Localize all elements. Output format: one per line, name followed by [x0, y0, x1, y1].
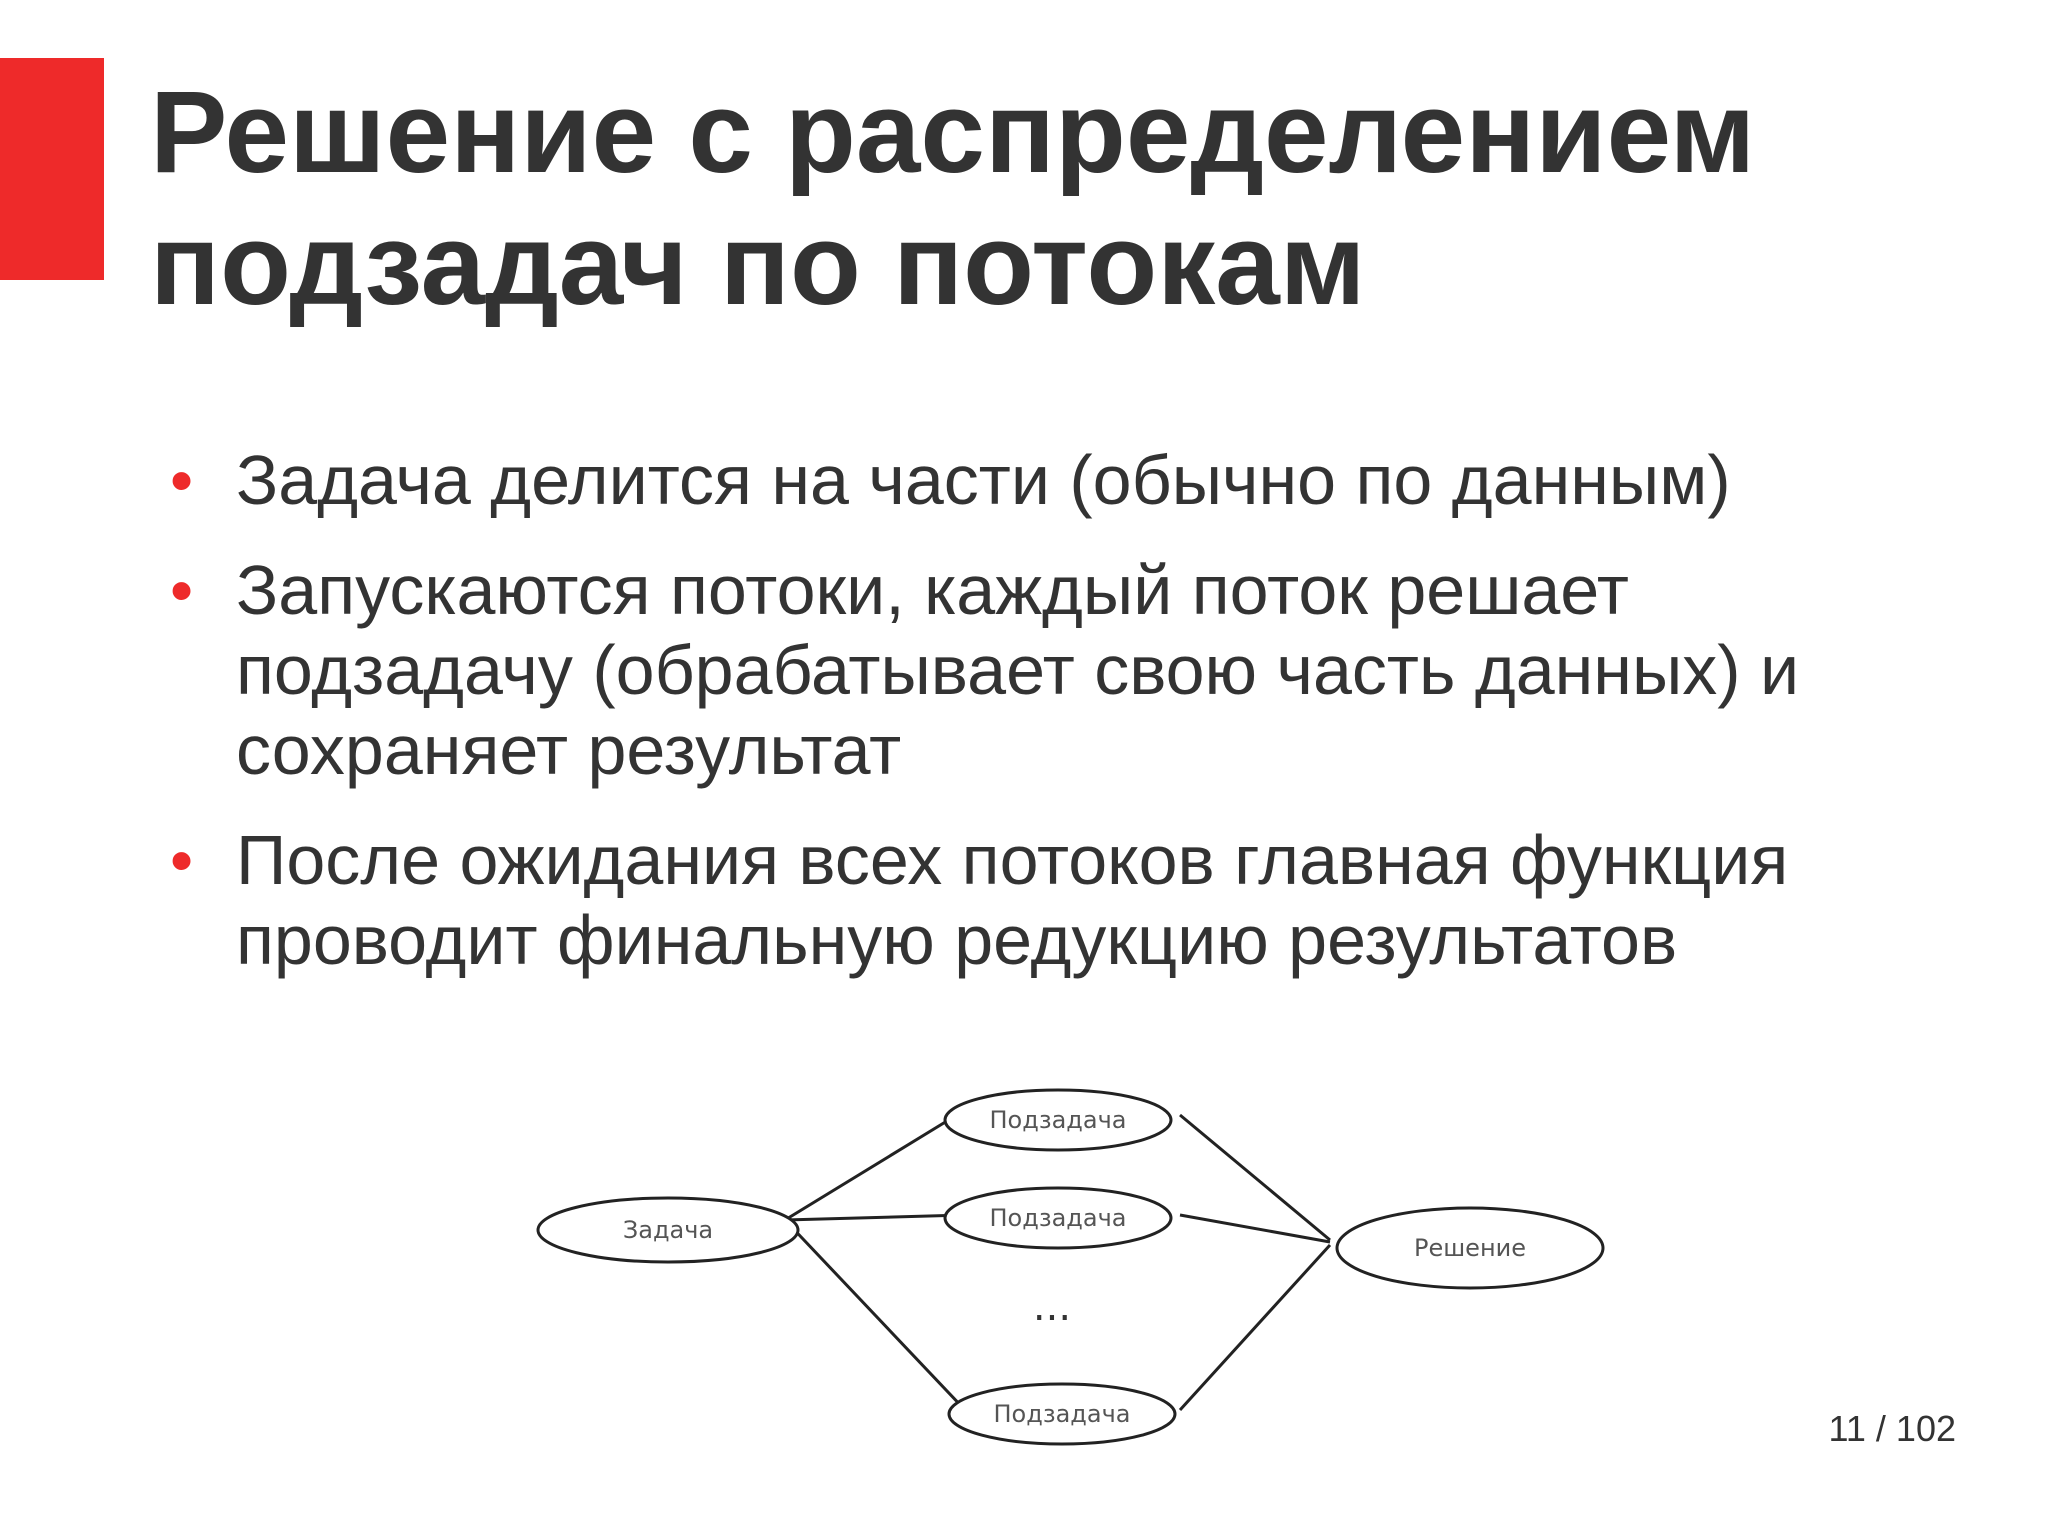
bullet-marker: • [170, 553, 194, 627]
bullet-marker: • [170, 443, 194, 517]
bullet-item [170, 820, 1950, 980]
edge-subtask-1-solution [1180, 1115, 1330, 1240]
subtask-label: Подзадача [989, 1106, 1127, 1134]
edge-task-subtask-1 [785, 1110, 965, 1220]
slide-title [150, 66, 2000, 330]
page-number: 11 / 102 [1828, 1408, 1956, 1449]
bullet-item [170, 440, 1950, 520]
bullet-text-line: сохраняет результат [236, 711, 902, 789]
bullet-text-line: Задача делится на части (обычно по данным) [236, 441, 1731, 519]
subtask-label: Подзадача [989, 1204, 1127, 1232]
bullet-marker: • [170, 823, 194, 897]
solution-label: Решение [1413, 1234, 1527, 1262]
bullet-text-line: Запускаются потоки, каждый поток решает [236, 551, 1629, 629]
ellipsis-label: ... [1032, 1284, 1072, 1330]
slide-title-line: подзадач по потокам [150, 199, 1366, 329]
edge-task-subtask-2 [785, 1215, 965, 1220]
bullet-item [170, 550, 1950, 790]
edge-task-subtask-3 [785, 1220, 965, 1410]
task-label: Задача [622, 1216, 714, 1244]
task-decomposition-diagram [520, 1050, 1620, 1460]
bullet-text-line: проводит финальную редукцию результатов [236, 901, 1678, 979]
bullet-text-line: После ожидания всех потоков главная функция [236, 821, 1789, 899]
edge-subtask-2-solution [1180, 1215, 1330, 1242]
accent-bar [0, 58, 104, 280]
slide-title-line: Решение с распределением [150, 67, 1756, 197]
bullet-text-line: подзадачу (обрабатывает свою часть данных) и [236, 631, 1800, 709]
subtask-label: Подзадача [993, 1400, 1131, 1428]
edge-subtask-3-solution [1180, 1245, 1330, 1410]
bullet-list [170, 440, 1950, 1010]
